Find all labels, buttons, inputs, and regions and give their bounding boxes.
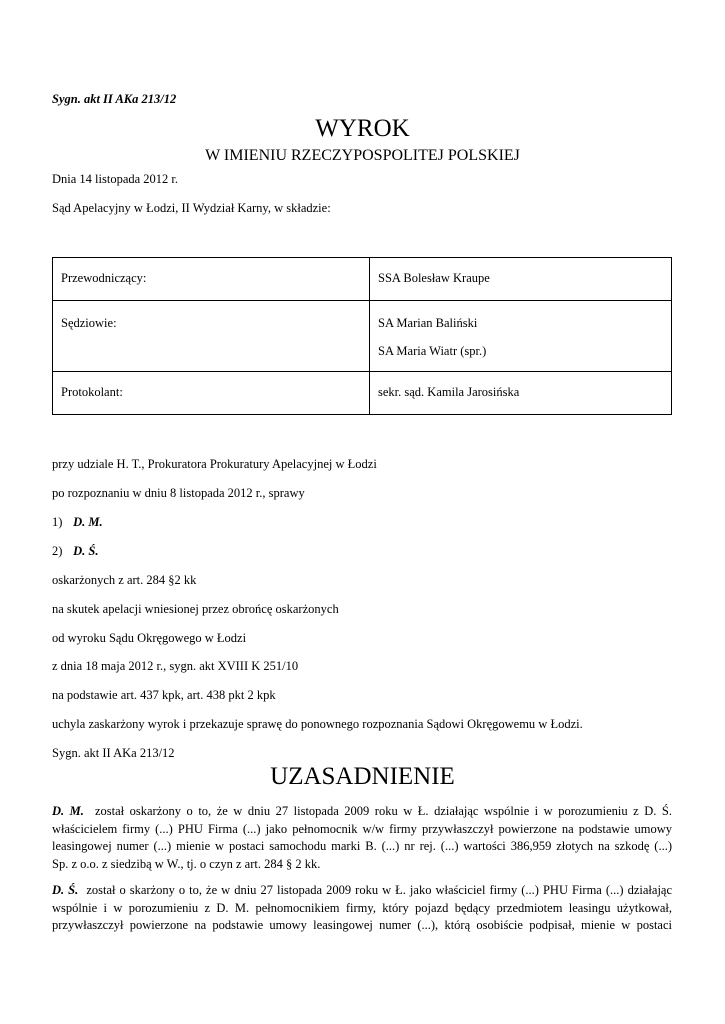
hearing-line: po rozpoznaniu w dniu 8 listopada 2012 r., sprawy <box>52 486 305 500</box>
case-signature: Sygn. akt II AKa 213/12 <box>52 92 177 106</box>
panel-value-judge-2: SA Maria Wiatr (spr.) <box>378 344 487 358</box>
table-row <box>53 301 672 372</box>
justification-paragraph-1: D. M. został oskarżony o to, że w dniu 27 listopada 2009 roku w Ł. działając wspólnie i w porozumieniu z D. Ś. właścicielem firmy (...) PHU Firma (...) jako pełnomocnik w/w firmy przywłaszczył powierzone na podstawie umowy leasingowej numer (...) mienie w postaci samochodu marki B. (...) nr rej. (...) wartości 386,959 złotych na szkodę (...) Sp. z o.o. z siedzibą w W., tj. o czyn z art. 284 § 2 kk. <box>52 804 672 871</box>
prosecutor-line: przy udziale H. T., Prokuratora Prokuratury Apelacyjnej w Łodzi <box>52 457 377 471</box>
lower-court-line: od wyroku Sądu Okręgowego w Łodzi <box>52 631 247 645</box>
defendant-name: D. Ś. <box>52 883 79 897</box>
justification-paragraph-2: D. Ś. został o skarżony o to, że w dniu 27 listopada 2009 roku w Ł. jako właściciel firmy (...) PHU Firma (...) działając wspólnie i w porozumieniu z D. M. pełnomocnikiem firmy, który pojazd będący przedmiotem leasingu użytkował, przywłaszczył powierzone na podstawie umowy leasingowej numer (...), którą osobiście podpisał, mienie w postaci <box>52 883 673 932</box>
panel-value-presiding: SSA Bolesław Kraupe <box>378 271 490 285</box>
appeal-line: na skutek apelacji wniesionej przez obrońcę oskarżonych <box>52 602 339 616</box>
accused-item: 2) D. Ś. <box>52 544 99 558</box>
ruling-line: uchyla zaskarżony wyrok i przekazuje sprawę do ponownego rozpoznania Sądowi Okręgowemu w Łodzi. <box>52 717 583 731</box>
charge-line: oskarżonych z art. 284 §2 kk <box>52 573 197 587</box>
date-line: Dnia 14 listopada 2012 r. <box>52 172 179 186</box>
panel-value-judge-1: SA Marian Baliński <box>378 316 478 330</box>
court-panel-table <box>52 257 672 415</box>
table-row <box>53 258 672 301</box>
case-signature-bottom: Sygn. akt II AKa 213/12 <box>52 746 175 760</box>
panel-label-clerk: Protokolant: <box>61 385 123 399</box>
legal-basis-line: na podstawie art. 437 kpk, art. 438 pkt 2 kpk <box>52 688 276 702</box>
defendant-name: D. M. <box>52 804 84 818</box>
accused-name: D. Ś. <box>73 544 99 558</box>
accused-name: D. M. <box>73 515 103 529</box>
panel-label-judges: Sędziowie: <box>61 316 117 330</box>
lower-judgment-line: z dnia 18 maja 2012 r., sygn. akt XVIII K 251/10 <box>52 659 299 673</box>
accused-item: 1) D. M. <box>52 515 103 529</box>
judgment-title: WYROK <box>315 115 410 142</box>
justification-title: UZASADNIENIE <box>270 763 455 790</box>
court-line: Sąd Apelacyjny w Łodzi, II Wydział Karny, w składzie: <box>52 201 331 215</box>
panel-label-presiding: Przewodniczący: <box>61 271 147 285</box>
table-row <box>53 372 672 415</box>
panel-value-clerk: sekr. sąd. Kamila Jarosińska <box>378 385 520 399</box>
judgment-subtitle: W IMIENIU RZECZYPOSPOLITEJ POLSKIEJ <box>205 147 520 164</box>
